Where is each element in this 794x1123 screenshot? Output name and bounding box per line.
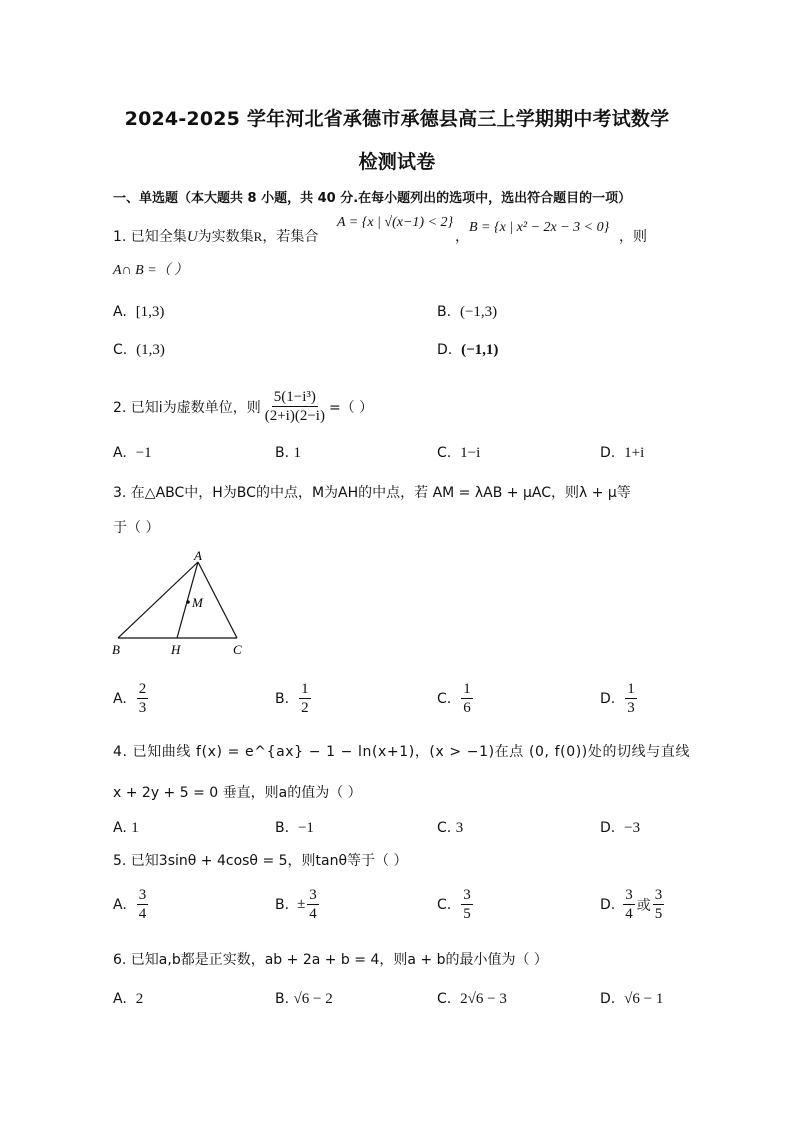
option-value: (−1,3): [459, 304, 498, 320]
question-4-line1: 4. 已知曲线 f(x) = e^{ax} − 1 − ln(x+1)，(x > −1)在点 (0, f(0))处的切线与直线: [113, 744, 691, 760]
option-value: 1+i: [624, 445, 645, 461]
option-den: 4: [138, 906, 147, 922]
option-den: 4: [309, 906, 317, 922]
q2-numerator: 5(1−i³): [273, 389, 316, 405]
q2-option-a[interactable]: [113, 445, 152, 462]
q1-set-a: A = {x | √(x−1) < 2}: [337, 215, 454, 230]
option-label: A.: [113, 304, 127, 320]
q5-option-b[interactable]: [275, 886, 321, 923]
q1-U: U: [186, 229, 198, 245]
option-label: D.: [600, 820, 616, 836]
question-5: 5. 已知3sinθ + 4cosθ = 5，则tanθ等于（ ）: [113, 853, 408, 869]
q2-option-d[interactable]: [600, 445, 644, 462]
option-num: 2: [138, 681, 147, 697]
option-den: 2: [301, 700, 309, 716]
q5-option-a[interactable]: [113, 886, 150, 923]
edge-ab: [118, 562, 198, 638]
option-label: C.: [437, 445, 452, 461]
q1-comma: ，: [455, 229, 469, 245]
option-value: 3: [455, 820, 464, 836]
option-value: (1,3): [136, 342, 165, 358]
q2-option-b[interactable]: [275, 445, 301, 462]
question-6: 6. 已知a,b都是正实数，ab + 2a + b = 4，则a + b的最小值为（ ）: [113, 952, 548, 968]
option-den: 4: [625, 906, 633, 922]
question-4-line2: x + 2y + 5 = 0 垂直，则a的值为（ ）: [113, 785, 362, 801]
option-value: √6 − 2: [293, 991, 333, 1007]
label-m: M: [192, 595, 203, 610]
option-value: −3: [624, 820, 641, 836]
q1-option-c[interactable]: [113, 342, 165, 359]
option-label: D.: [437, 342, 453, 358]
option-num: 3: [463, 887, 471, 903]
q1-stem-d: ，则: [619, 229, 647, 245]
option-num: 1: [301, 681, 309, 697]
q5-option-c[interactable]: [437, 886, 475, 923]
question-1: [113, 226, 318, 246]
option-label: C.: [437, 896, 452, 913]
q1-stem-b: 为实数集: [197, 229, 254, 245]
option-value: 2√6 − 3: [460, 991, 507, 1007]
q1-option-d[interactable]: [437, 342, 498, 359]
q6-option-c[interactable]: [437, 991, 507, 1008]
triangle-figure: [108, 545, 248, 660]
option-label: B.: [437, 304, 452, 320]
label-c: C: [233, 642, 242, 657]
option-label: A.: [113, 820, 127, 836]
page-title: 2024-2025 学年河北省承德市承德县高三上学期期中考试数学: [124, 108, 670, 130]
section-header: 一、单选题（本大题共 8 小题，共 40 分.在每小题列出的选项中，选出符合题目的一项）: [113, 191, 632, 206]
option-label: A.: [113, 690, 127, 707]
q1-option-a[interactable]: [113, 304, 164, 321]
q2-denominator: (2+i)(2−i): [264, 408, 325, 424]
option-label: B.: [275, 820, 290, 836]
q1-option-b[interactable]: [437, 304, 497, 321]
q6-option-b[interactable]: [275, 991, 333, 1008]
label-b: B: [112, 642, 120, 657]
question-3-line1: 3. 在△ABC中，H为BC的中点，M为AH的中点，若 AM = λAB + μAC，则λ + μ等: [113, 485, 631, 501]
option-den: 3: [138, 700, 147, 716]
page-title-line2: 检测试卷: [358, 151, 436, 173]
q6-option-d[interactable]: [600, 991, 663, 1008]
option-label: B.: [275, 896, 290, 913]
option-num: 1: [463, 681, 471, 697]
option-value: −1: [135, 445, 152, 461]
option-label: B.: [275, 690, 290, 707]
option-label: C.: [113, 342, 128, 358]
option-den-2: 5: [654, 906, 663, 922]
option-mid: 或: [636, 897, 651, 914]
q1-stem-a: 1. 已知全集: [113, 229, 187, 245]
option-label: A.: [113, 896, 127, 913]
option-value: [1,3): [135, 304, 165, 320]
option-den: 6: [463, 700, 471, 716]
option-label: B.: [275, 991, 290, 1007]
label-h: H: [171, 642, 181, 657]
option-value: (−1,1): [461, 342, 499, 358]
option-value: 1: [293, 445, 302, 461]
option-label: C.: [437, 991, 452, 1007]
option-label: D.: [600, 690, 616, 707]
q1-set-b: B = {x | x² − 2x − 3 < 0}: [469, 220, 610, 235]
option-value: 1−i: [460, 445, 481, 461]
q2-option-c[interactable]: [437, 445, 480, 462]
option-num-2: 3: [654, 887, 663, 903]
q6-option-a[interactable]: [113, 991, 143, 1008]
option-label: D.: [600, 991, 616, 1007]
q4-option-a[interactable]: [113, 820, 139, 837]
option-label: C.: [437, 820, 452, 836]
q4-option-d[interactable]: [600, 820, 640, 837]
label-a: A: [194, 548, 202, 563]
q2-stem: 2. 已知i为虚数单位，则: [113, 399, 261, 416]
option-value: √6 − 1: [624, 991, 664, 1007]
option-prefix: ±: [297, 896, 306, 912]
option-value: −1: [297, 820, 314, 836]
q5-option-d[interactable]: [600, 886, 666, 923]
option-num: 1: [627, 681, 635, 697]
option-label: D.: [600, 896, 616, 913]
option-num: 3: [625, 887, 633, 903]
q4-option-b[interactable]: [275, 820, 314, 837]
point-m: [186, 600, 190, 604]
q2-tail: =（ ）: [328, 399, 374, 416]
q1-R: R: [253, 229, 263, 244]
option-value: 1: [131, 820, 139, 836]
option-num: 3: [309, 887, 317, 903]
q4-option-c[interactable]: [437, 820, 463, 837]
q2-fraction: [263, 388, 327, 425]
edge-ac: [198, 562, 237, 638]
option-den: 5: [463, 906, 471, 922]
q3-option-d[interactable]: [600, 680, 639, 717]
option-label: C.: [437, 690, 452, 707]
q1-line2: A∩ B =（ ）: [113, 263, 189, 278]
q3-option-b[interactable]: [275, 680, 313, 717]
q1-stem-c: ，若集合: [262, 229, 319, 245]
option-label: A.: [113, 991, 127, 1007]
option-label: A.: [113, 445, 127, 461]
question-3-line2: 于（ ）: [113, 520, 160, 536]
q3-option-c[interactable]: [437, 680, 475, 717]
q3-option-a[interactable]: [113, 680, 150, 717]
option-label: D.: [600, 445, 616, 461]
option-value: 2: [135, 991, 144, 1007]
option-den: 3: [627, 700, 635, 716]
option-label: B.: [275, 445, 290, 461]
question-2: [113, 388, 373, 425]
option-num: 3: [138, 887, 147, 903]
